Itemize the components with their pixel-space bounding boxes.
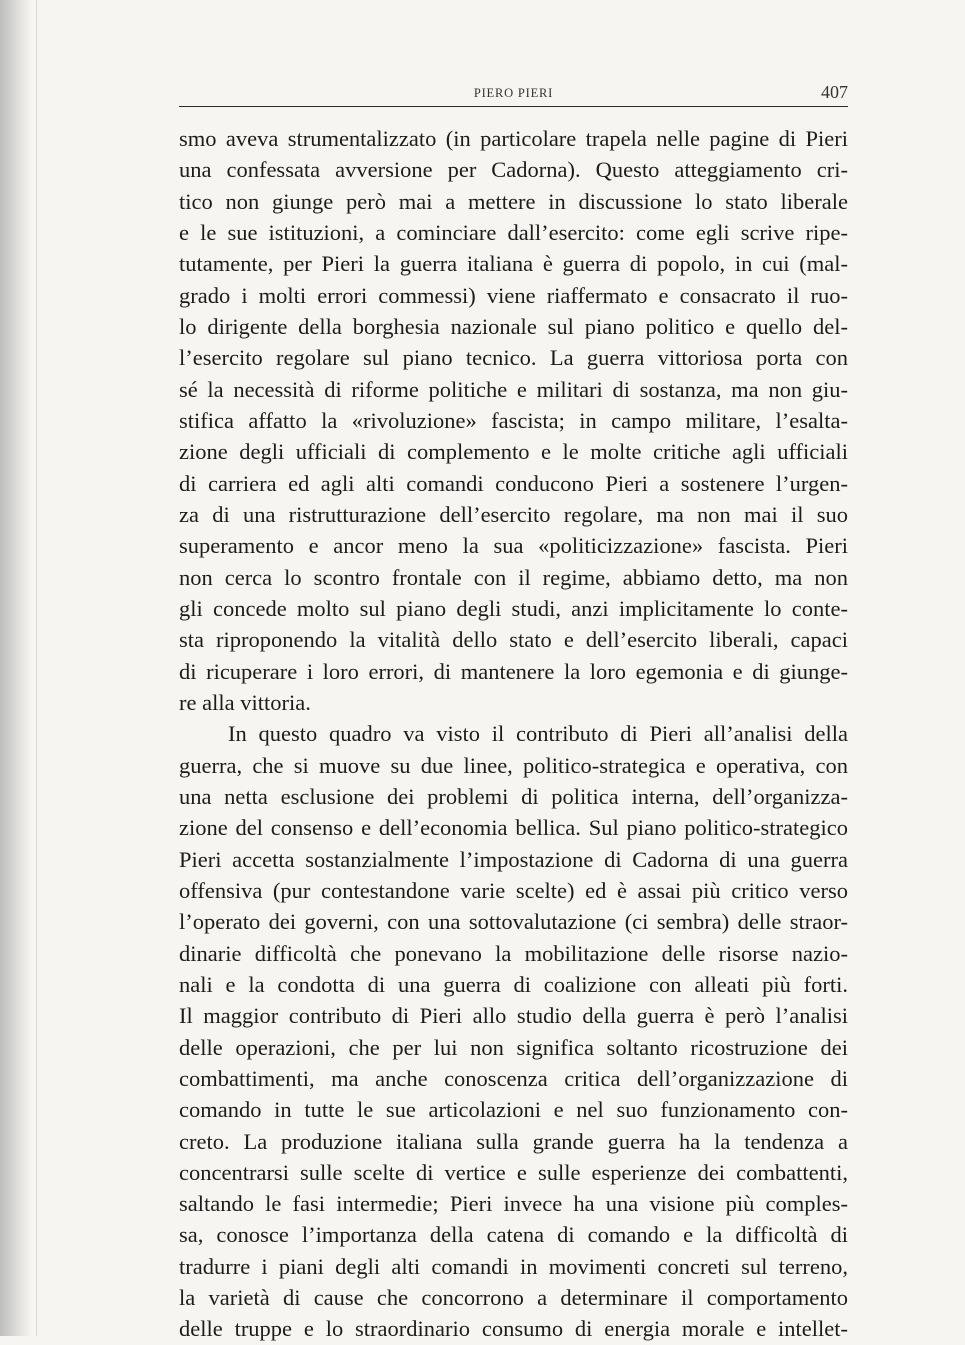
text-line: creto. La produzione italiana sulla grande guerra ha la tendenza a bbox=[179, 1128, 848, 1154]
running-title: PIERO PIERI bbox=[473, 86, 554, 100]
text-line: l’operato dei governi, con una sottovalutazione (ci sembra) delle straor- bbox=[179, 909, 848, 935]
text-line: una netta esclusione dei problemi di politica interna, dell’organizza- bbox=[179, 783, 848, 809]
text-line: zione degli ufficiali di complemento e le molte critiche agli ufficiali bbox=[179, 439, 848, 465]
text-line: dinarie difficoltà che ponevano la mobilitazione delle risorse nazio- bbox=[179, 940, 848, 966]
running-head bbox=[179, 80, 848, 104]
text-line: di carriera ed agli alti comandi conducono Pieri a sostenere l’urgen- bbox=[179, 470, 848, 496]
text-line: non cerca lo scontro frontale con il regime, abbiamo detto, ma non bbox=[179, 564, 848, 590]
text-line: smo aveva strumentalizzato (in particolare trapela nelle pagine di Pieri bbox=[179, 126, 848, 151]
text-line: nali e la condotta di una guerra di coalizione con alleati più forti. bbox=[179, 971, 848, 997]
binding-edge bbox=[36, 0, 37, 1336]
text-line: grado i molti errori commessi) viene riaffermato e consacrato il ruo- bbox=[179, 282, 848, 308]
text-line: zione del consenso e dell’economia bellica. Sul piano politico-strategico bbox=[179, 815, 848, 841]
text-line: guerra, che si muove su due linee, politico-strategica e operativa, con bbox=[179, 752, 848, 778]
paragraph-end-line: re alla vittoria. bbox=[179, 689, 311, 715]
text-line: l’esercito regolare sul piano tecnico. La guerra vittoriosa porta con bbox=[179, 345, 848, 371]
text-line: Il maggior contributo di Pieri allo studio della guerra è però l’analisi bbox=[179, 1003, 848, 1029]
text-line: superamento e ancor meno la sua «politicizzazione» fascista. Pieri bbox=[179, 533, 848, 559]
text-line: comando in tutte le sue articolazioni e nel suo funzionamento con- bbox=[179, 1097, 848, 1123]
text-line: delle operazioni, che per lui non significa soltanto ricostruzione dei bbox=[179, 1034, 848, 1060]
text-line: sé la necessità di riforme politiche e militari di sostanza, ma non giu- bbox=[179, 376, 848, 402]
text-line: e le sue istituzioni, a cominciare dall’esercito: come egli scrive ripe- bbox=[179, 219, 848, 245]
text-line: offensiva (pur contestandone varie scelte) ed è assai più critico verso bbox=[179, 877, 848, 903]
text-line: concentrarsi sulle scelte di vertice e sulle esperienze dei combattenti, bbox=[179, 1159, 848, 1185]
page-number: 407 bbox=[821, 82, 848, 102]
text-line: combattimenti, ma anche conoscenza critica dell’organizzazione di bbox=[179, 1065, 848, 1091]
text-line: tradurre i piani degli alti comandi in movimenti concreti sul terreno, bbox=[179, 1253, 848, 1279]
text-line: gli concede molto sul piano degli studi, anzi implicitamente lo conte- bbox=[179, 595, 848, 621]
binding-shadow bbox=[0, 0, 32, 1336]
text-line: delle truppe e lo straordinario consumo di energia morale e intellet- bbox=[179, 1316, 848, 1342]
text-line: za di una ristrutturazione dell’esercito regolare, ma non mai il suo bbox=[179, 501, 848, 527]
text-line: di ricuperare i loro errori, di mantenere la loro egemonia e di giunge- bbox=[179, 658, 848, 684]
body-text bbox=[179, 123, 848, 1345]
text-line: sta riproponendo la vitalità dello stato e dell’esercito liberali, capaci bbox=[179, 627, 848, 653]
header-rule bbox=[179, 106, 848, 107]
paragraph-start-line: In questo quadro va visto il contributo di Pieri all’analisi della bbox=[228, 721, 848, 747]
text-line: Pieri accetta sostanzialmente l’impostazione di Cadorna di una guerra bbox=[179, 846, 848, 872]
text-line: tutamente, per Pieri la guerra italiana è guerra di popolo, in cui (mal- bbox=[179, 251, 848, 277]
text-line: sa, conosce l’importanza della catena di comando e la difficoltà di bbox=[179, 1222, 848, 1248]
text-line: saltando le fasi intermedie; Pieri invece ha una visione più comples- bbox=[179, 1191, 848, 1217]
text-line: una confessata avversione per Cadorna). Questo atteggiamento cri- bbox=[179, 157, 848, 183]
text-line: la varietà di cause che concorrono a determinare il comportamento bbox=[179, 1285, 848, 1311]
text-line: stifica affatto la «rivoluzione» fascista; in campo militare, l’esalta- bbox=[179, 407, 848, 433]
text-line: lo dirigente della borghesia nazionale sul piano politico e quello del- bbox=[179, 313, 848, 339]
text-line: tico non giunge però mai a mettere in discussione lo stato liberale bbox=[179, 188, 848, 214]
